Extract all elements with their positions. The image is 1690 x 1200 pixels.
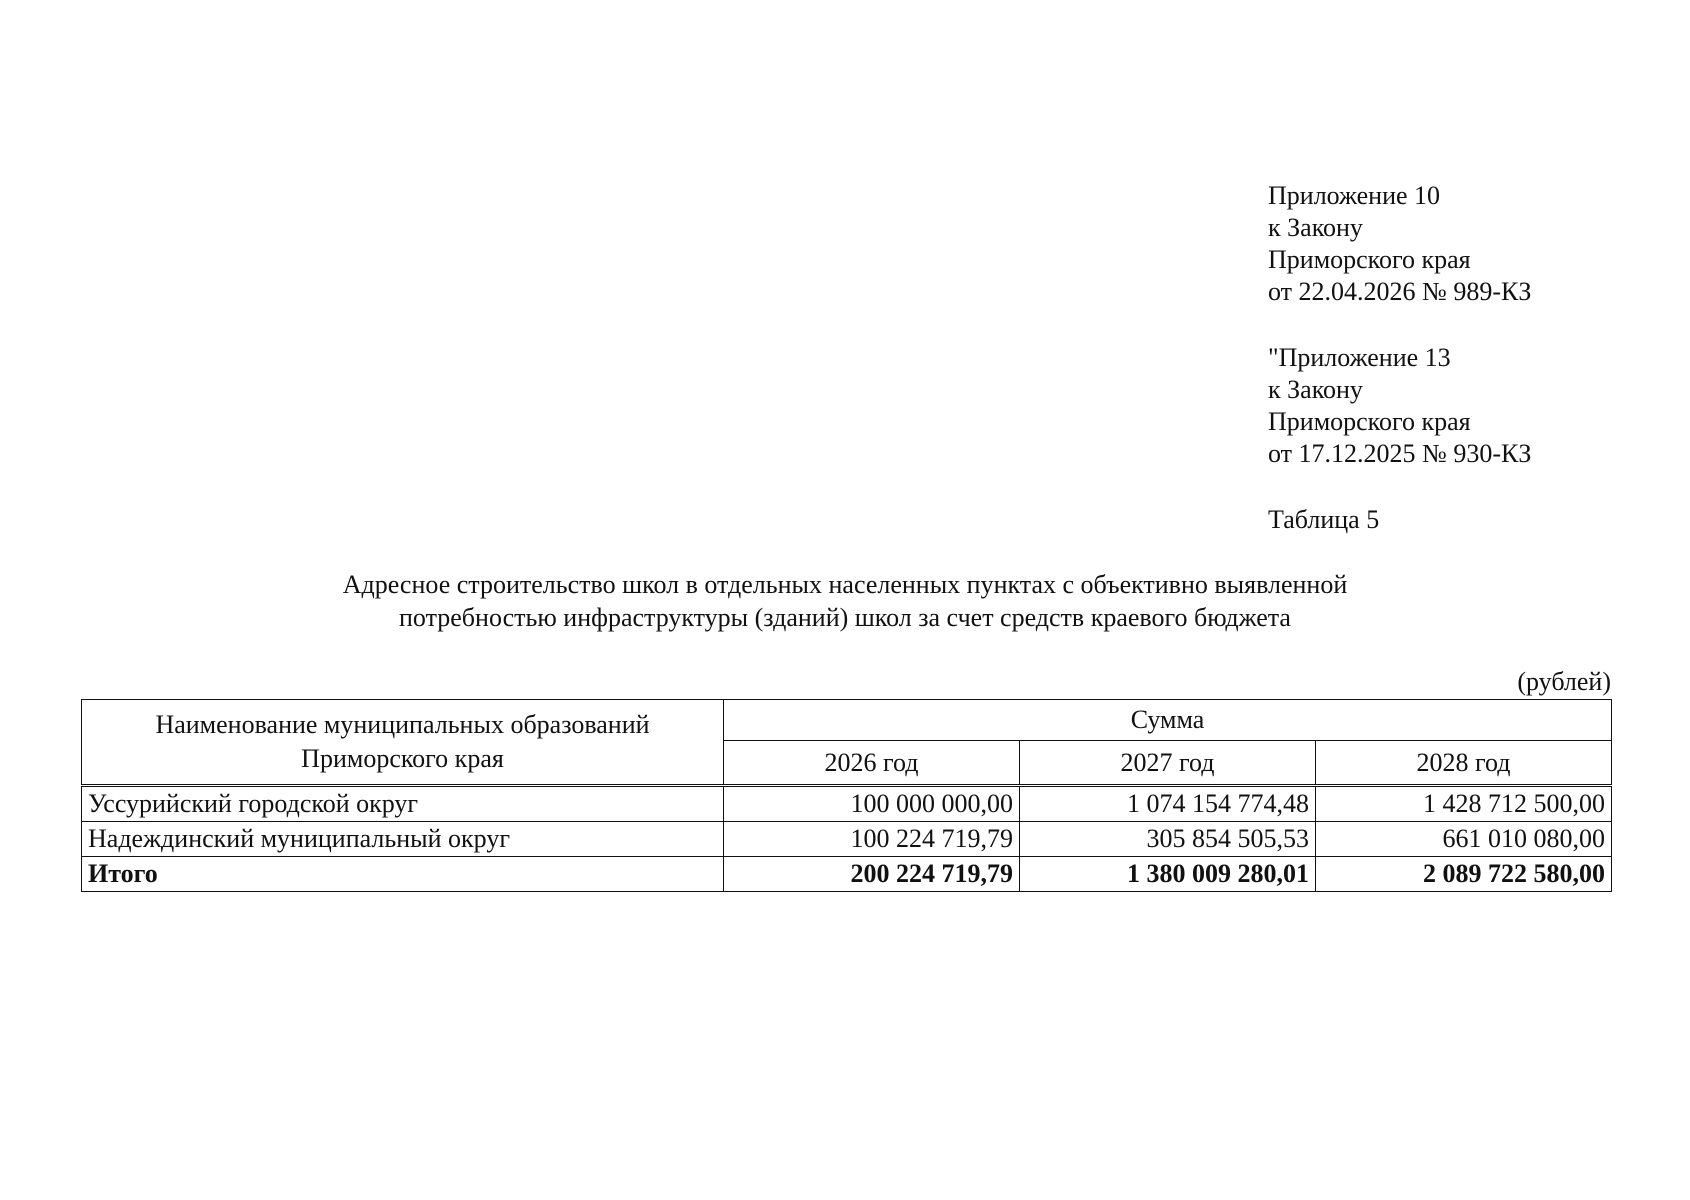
annex-previous-line: к Закону <box>1268 375 1363 404</box>
row-municipality-name: Уссурийский городской округ <box>82 786 724 822</box>
header-municipality-line: Приморского края <box>301 744 504 773</box>
unit-label: (рублей) <box>1517 667 1611 696</box>
annex-current-line: от 22.04.2026 № 989-КЗ <box>1268 277 1532 306</box>
annex-previous-line: Приморского края <box>1268 407 1471 436</box>
document-title-line: Адресное строительство школ в отдельных населенных пунктах с объективно выявленной <box>342 570 1348 599</box>
total-value-2027: 1 380 009 280,01 <box>1020 857 1316 892</box>
table-row <box>82 786 1612 822</box>
total-row <box>82 857 1612 892</box>
annex-current-reference <box>1268 180 1531 308</box>
row-municipality-name: Надеждинский муниципальный округ <box>82 822 724 857</box>
table-header <box>82 700 1612 786</box>
annex-previous-line: "Приложение 13 <box>1268 343 1451 372</box>
table-number <box>1268 504 1379 536</box>
header-year-2028: 2028 год <box>1316 741 1612 786</box>
header-municipality <box>82 700 724 786</box>
annex-current-line: к Закону <box>1268 213 1363 242</box>
row-value-2028: 1 428 712 500,00 <box>1316 786 1612 822</box>
total-value-2026: 200 224 719,79 <box>724 857 1020 892</box>
header-year-2027: 2027 год <box>1020 741 1316 786</box>
annex-previous-line: от 17.12.2025 № 930-КЗ <box>1268 439 1532 468</box>
row-value-2026: 100 224 719,79 <box>724 822 1020 857</box>
row-value-2027: 1 074 154 774,48 <box>1020 786 1316 822</box>
table-row <box>82 822 1612 857</box>
header-municipality-line: Наименование муниципальных образований <box>155 710 650 739</box>
total-value-2028: 2 089 722 580,00 <box>1316 857 1612 892</box>
row-value-2026: 100 000 000,00 <box>724 786 1020 822</box>
document-title <box>240 568 1450 634</box>
row-value-2028: 661 010 080,00 <box>1316 822 1612 857</box>
total-label: Итого <box>82 857 724 892</box>
document-title-line: потребностью инфраструктуры (зданий) школ за счет средств краевого бюджета <box>399 603 1291 632</box>
annex-current-line: Приморского края <box>1268 245 1471 274</box>
annex-previous-reference <box>1268 342 1531 470</box>
annex-current-line: Приложение 10 <box>1268 181 1441 210</box>
table-number-text: Таблица 5 <box>1268 505 1380 534</box>
header-year-2026: 2026 год <box>724 741 1020 786</box>
budget-table <box>81 699 1612 892</box>
header-sum: Сумма <box>724 700 1612 741</box>
row-value-2027: 305 854 505,53 <box>1020 822 1316 857</box>
